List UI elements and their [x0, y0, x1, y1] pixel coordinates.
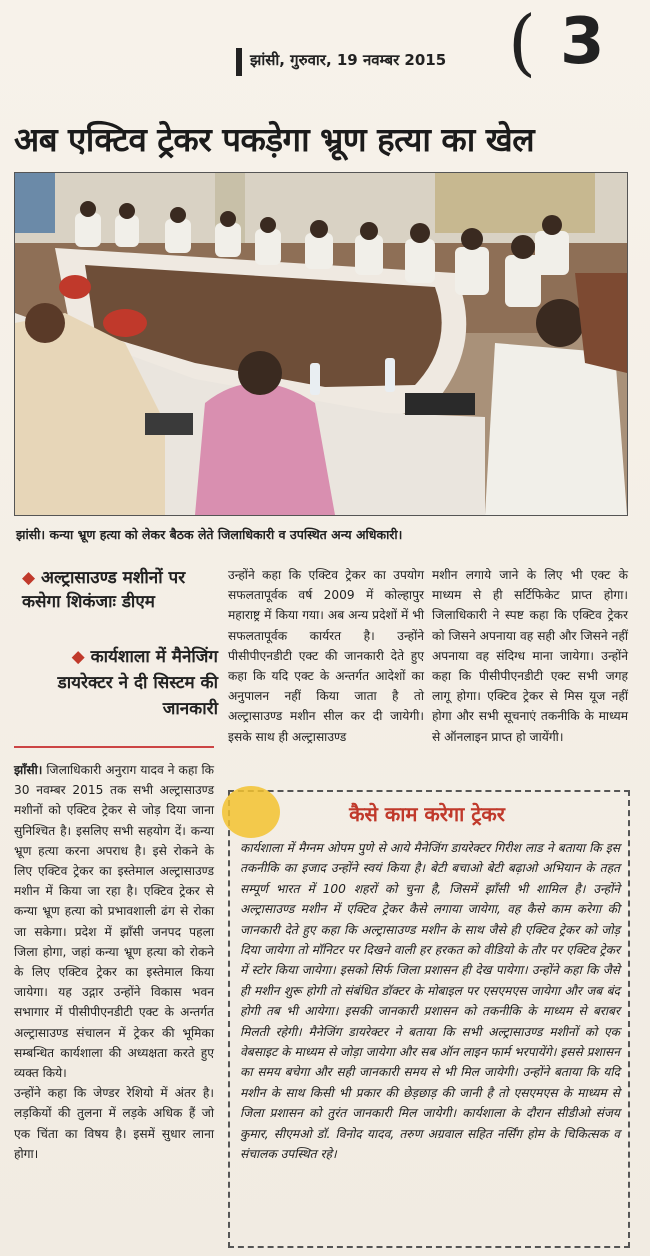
- headline: अब एक्टिव ट्रेकर पकड़ेगा भ्रूण हत्या का खेल: [14, 120, 535, 159]
- story-column-left: [14, 760, 214, 1164]
- story-right-text: मशीन लगाये जाने के लिए भी एक्ट के माध्यम से ही सर्टिफिकेट प्राप्त होगा। जिलाधिकारी ने स्पष्ट कहा कि एक्टिव ट्रेकर को जिसने अपनाया वह सही और जिसने नहीं अपनाया वह संदिग्ध माना जायेगा। उन्होंने कहा कि पीसीपीएनडीटी एक्ट सभी जगह लागू होगा। एक्टिव ट्रेकर से मिस यूज नहीं होगा और सभी सूचनाएं तकनीकि के माध्यम से ऑनलाइन प्राप्त हो जायेंगी।: [432, 568, 628, 744]
- story-middle-text: उन्होंने कहा कि एक्टिव ट्रेकर का उपयोग सफलतापूर्वक वर्ष 2009 में कोल्हापुर महाराष्ट्र में किया गया। अब अन्य प्रदेशों में भी सफलतापूर्वक कार्यरत है। उन्होंने पीसीपीएनडीटी एक्ट की जानकारी देते हुए कहा कि यदि एक्ट के अन्तर्गत आदेशों का अनुपालन नहीं किया जाता है तो अल्ट्रासाउण्ड मशीन सील कर दी जायेगी। इसके साथ ही अल्ट्रासाउण्ड: [228, 568, 424, 744]
- meeting-photo-illustration: [15, 173, 627, 515]
- story-column-middle: [228, 565, 424, 747]
- kicker-second: [22, 644, 218, 722]
- kicker-second-text: कार्यशाला में मैनेजिंग डायरेक्टर ने दी सिस्टम की जानकारी: [57, 647, 218, 719]
- dateline: झांसी, गुरुवार, 19 नवम्बर 2015: [250, 51, 447, 69]
- dateline-bar: [236, 48, 242, 76]
- diamond-bullet-icon: ◆: [22, 568, 36, 588]
- story-left-text: जिलाधिकारी अनुराग यादव ने कहा कि 30 नवम्बर 2015 तक सभी अल्ट्रासाउण्ड मशीनों को एक्टिव ट्रेकर से जोड़ दिया जाना सुनिश्चित है। इसलिए सभी सहयोग दें। कन्या भ्रूण हत्या करना अपराध है। इसे रोकने के लिए एक्टिव ट्रेकर का इस्तेमाल अल्ट्रासाउण्ड मशीन में किया जा रहा है। एक्टिव ट्रेकर से कन्या भ्रूण हत्या को प्रभावशाली ढंग से रोका जा सकेगा। प्रदेश में झाँसी जनपद पहला जिला होगा, जहां कन्या भ्रूण हत्या को रोकने के लिए एक्टिव ट्रेकर का इस्तेमाल किया जायेगा। यह उद्गार उन्होंने विकास भवन सभागार में पीसीपीएनडीटी एक्ट के अन्तर्गत अल्ट्रासाउण्ड संचालन में ट्रेकर की भूमिका सम्बन्धित कार्यशाला की अध्यक्षता करते हुए व्यक्त किये।: [14, 763, 215, 1081]
- story-column-right: [432, 565, 628, 747]
- page-number-bracket: (: [508, 0, 537, 84]
- meeting-photo: [14, 172, 628, 516]
- story-dateline: झाँसी।: [14, 763, 43, 777]
- kicker-first-text: अल्ट्रासाउण्ड मशीनों पर कसेगा शिकंजाः डीएम: [22, 568, 186, 612]
- page-number: 3: [560, 5, 605, 79]
- sidebar-box-text: कार्यशाला में मैग्नम ओपम पुणे से आये मैनेजिंग डायरेक्टर गिरीश लाड ने बताया कि इस तकनीकि का इजाद उन्होंने स्वयं किया है। बेटी बचाओ बेटी बढ़ाओ अभियान के तहत सम्पूर्ण भारत में 100 शहरों को चुना है, जिसमें झाँसी भी शामिल है। उन्होंने अल्ट्रासाउण्ड मशीन में एक्टिव ट्रेकर कैसे लगाया जायेगा, वह कैसे काम करेगा की जानकारी देते हुए कहा कि अल्ट्रासाउण्ड मशीन के साथ जैसे ही एक्टिव ट्रेकर को जोड़ दिया जायेगा तो मॉनिटर पर दिखने वाली हर हरकत को वीडियो के तौर पर एक्टिव ट्रेकर में स्टोर किया जायेगा। इसको सिर्फ जिला प्रशासन ही देख पायेगा। उन्होंने कहा कि जैसे ही मशीन शुरू होगी तो संबंधित डॉक्टर के मोबाइल पर एसएमएस जायेगा और जब बंद होगी तब भी आयेगा। इसकी जानकारी प्रशासन को तकनीकि के माध्यम से बराबर मिलती रहेगी। मैनेजिंग डायरेक्टर ने बताया कि सभी अल्ट्रासाउण्ड मशीनों को एक वेबसाइट के माध्यम से जोड़ा जायेगा और सब ऑन लाइन फार्म भरपायेंगे। इससे प्रशासन का समय बचेगा और सही जानकारी समय से भी मिल जायेगी। उन्होंने बताया कि यदि मशीन के साथ किसी भी प्रकार की छेड़छाड़ की जानी है तो एसएमएस के माध्यम से जिला प्रशासन को तुरंत जानकारी मिल जायेगी। कार्यशाला के दौरान सीडीओ संजय कुमार, सीएमओ डॉ. विनोद यादव, तरुण अग्रवाल सहित नर्सिंग होम के चिकित्सक व संचालक उपस्थित रहे।: [240, 841, 620, 1162]
- kicker-first: [22, 566, 218, 614]
- sidebar-box-title: कैसे काम करेगा ट्रेकर: [349, 802, 505, 826]
- diamond-bullet-icon: ◆: [71, 647, 85, 667]
- photo-caption: झांसी। कन्या भ्रूण हत्या को लेकर बैठक लेते जिलाधिकारी व उपस्थित अन्य अधिकारी।: [16, 527, 403, 542]
- story-left-text-2: उन्होंने कहा कि जेण्डर रेशियो में अंतर है। लड़कियों की तुलना में लड़के अधिक हैं जो एक चिंता का विषय है। इसमें सुधार लाना होगा।: [14, 1086, 214, 1161]
